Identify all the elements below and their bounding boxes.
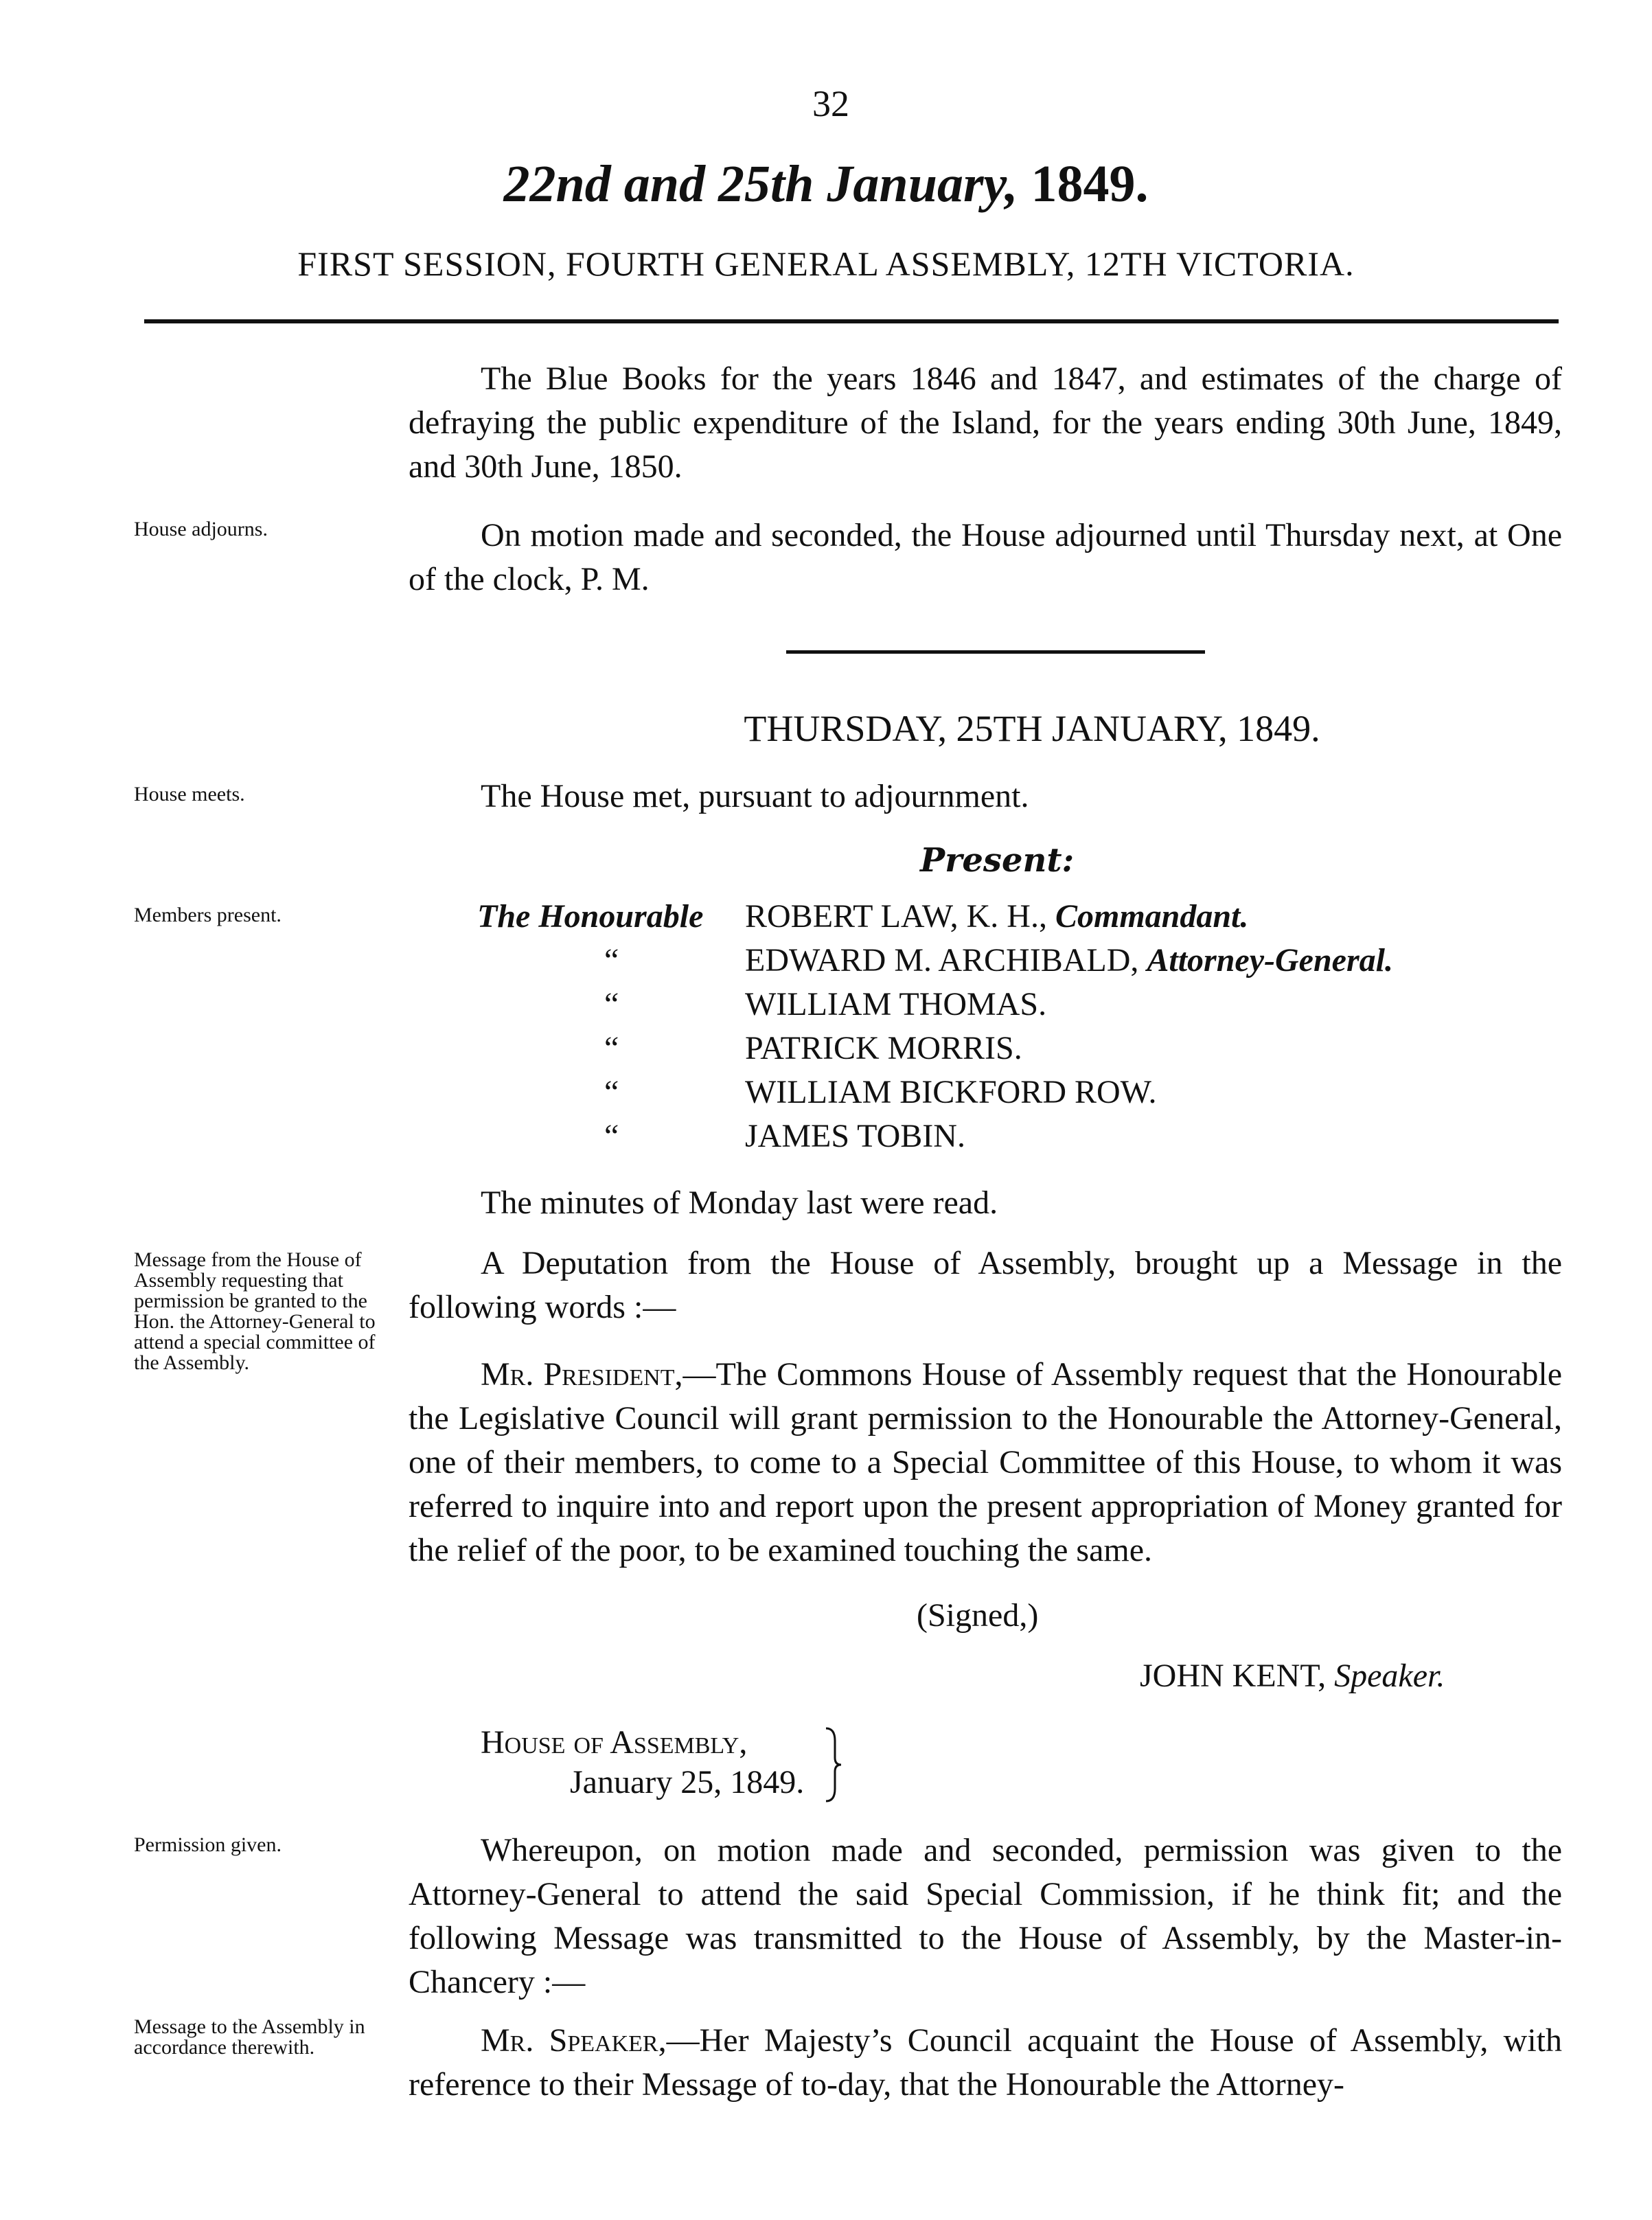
- brace-icon: [823, 1727, 843, 1803]
- section-rule: [786, 650, 1205, 654]
- margin-note-members: Members present.: [134, 904, 282, 926]
- member-name: ROBERT LAW, K. H.,: [745, 898, 1047, 935]
- session-heading: FIRST SESSION, FOURTH GENERAL ASSEMBLY, 12TH VICTORIA.: [297, 244, 1355, 283]
- page-title: [0, 155, 1652, 214]
- speaker-message: Mr. Speaker,—Her Majesty’s Council acquaint the House of Assembly, with reference to their Message of to-day, that the Honourable the Attorney-: [409, 2022, 1562, 2103]
- message-address: Mr. President,: [481, 1356, 683, 1393]
- member-row: [477, 983, 1393, 1027]
- title-dates: 22nd and 25th January,: [503, 155, 1018, 213]
- message-address: Mr. Speaker,: [481, 2022, 667, 2059]
- title-year: 1849.: [1031, 155, 1149, 213]
- permission-paragraph: Whereupon, on motion made and seconded, permission was given to the Attorney-General to attend the said Special Commission, if he think fit; and the following Message was transmitted to the House of Assembly, by the Master-in-Chancery :—: [409, 1832, 1562, 2000]
- president-message: Mr. President,—The Commons House of Assembly request that the Honourable the Legislative Council will grant permission to the Honourable the Attorney-General, one of their members, to come to a Special Committee of this House, to whom it was referred to inquire into and report upon the present appropriation of Money granted for the relief of the poor, to be examined touching the same.: [409, 1356, 1563, 1568]
- blue-books-paragraph: The Blue Books for the years 1846 and 1847, and estimates of the charge of defraying the public expenditure of the Island, for the years ending 30th June, 1849, and 30th June, 1850.: [409, 361, 1562, 485]
- dateline-place: House of Assembly,: [481, 1724, 748, 1761]
- margin-note-message-speaker: Message to the Assembly in accordance therewith.: [134, 2015, 365, 2059]
- page-number: 32: [812, 83, 849, 124]
- meets-paragraph: The House met, pursuant to adjournment.: [481, 778, 1029, 814]
- deputation-paragraph: A Deputation from the House of Assembly, brought up a Message in the following words :—: [409, 1245, 1562, 1325]
- margin-note-adjourns: House adjourns.: [134, 518, 268, 540]
- ditto-mark: “: [604, 1118, 619, 1154]
- ditto-mark: “: [604, 1074, 619, 1110]
- member-title: Commandant.: [1055, 898, 1249, 935]
- member-name: JAMES TOBIN.: [745, 1118, 965, 1154]
- member-row: [477, 1027, 1393, 1071]
- top-rule: [144, 319, 1559, 323]
- member-name: WILLIAM THOMAS.: [745, 986, 1047, 1022]
- margin-note-deputation: Message from the House of Assembly requesting that permission be granted to the Hon. the Attorney-General to attend a special committee of the Assembly.: [134, 1248, 376, 1374]
- adjourn-paragraph: On motion made and seconded, the House adjourned until Thursday next, at One of the clock, P. M.: [409, 517, 1562, 597]
- ditto-mark: “: [604, 942, 619, 979]
- ditto-mark: “: [604, 986, 619, 1022]
- signature-title: Speaker.: [1334, 1658, 1445, 1694]
- member-name: PATRICK MORRIS.: [745, 1030, 1022, 1066]
- member-row: [477, 895, 1393, 939]
- thursday-heading: THURSDAY, 25TH JANUARY, 1849.: [744, 708, 1320, 749]
- signed-note: (Signed,): [917, 1597, 1039, 1634]
- member-title: Attorney-General.: [1147, 942, 1393, 979]
- member-name: WILLIAM BICKFORD ROW.: [745, 1074, 1157, 1110]
- member-prefix: The Honourable: [477, 898, 704, 935]
- signature-name: JOHN KENT,: [1140, 1658, 1327, 1694]
- margin-note-meets: House meets.: [134, 783, 245, 805]
- minutes-paragraph: The minutes of Monday last were read.: [481, 1185, 998, 1221]
- margin-note-permission: Permission given.: [134, 1833, 282, 1856]
- member-name: EDWARD M. ARCHIBALD,: [745, 942, 1139, 979]
- present-heading: Present:: [920, 841, 1075, 880]
- member-row: [477, 1071, 1393, 1114]
- dateline-date: January 25, 1849.: [570, 1764, 805, 1800]
- member-row: [477, 1114, 1393, 1158]
- ditto-mark: “: [604, 1030, 619, 1066]
- member-row: [477, 939, 1393, 983]
- members-list: [477, 895, 1393, 1158]
- signature: [1140, 1657, 1445, 1695]
